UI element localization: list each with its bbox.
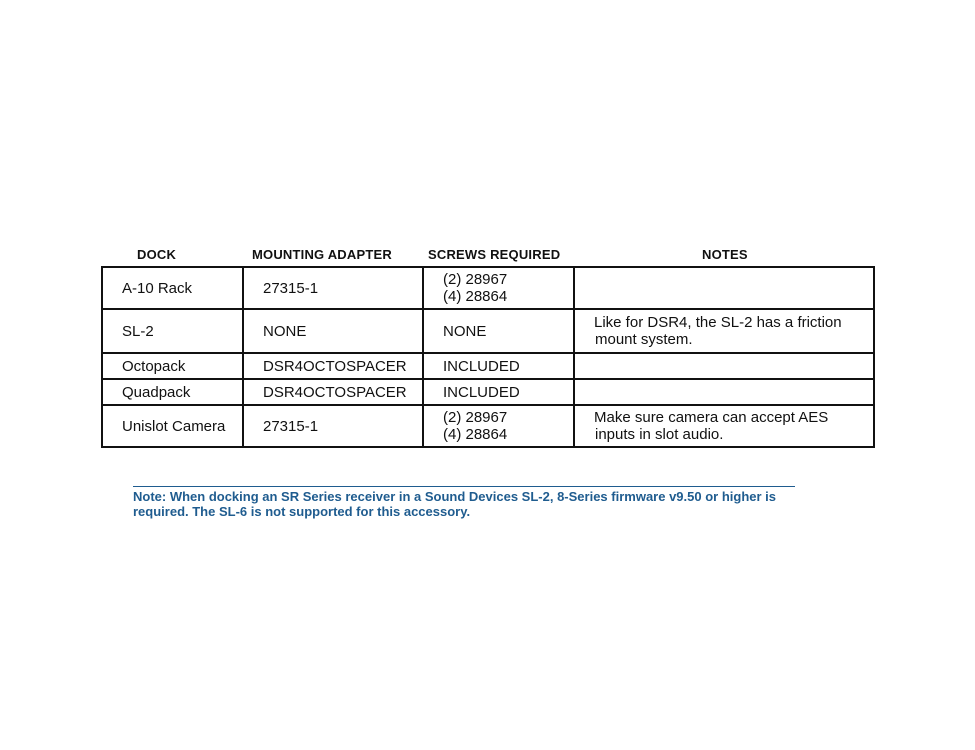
notes-line: Like for DSR4, the SL-2 has a friction xyxy=(594,314,842,331)
dock-cell: Quadpack xyxy=(102,379,243,405)
notes-cell xyxy=(574,267,874,309)
screws-cell xyxy=(423,405,574,447)
table-row xyxy=(102,309,874,353)
firmware-note: Note: When docking an SR Series receiver in a Sound Devices SL-2, 8-Series firmware v9.50 or higher is required. The SL-6 is not supported for this accessory. xyxy=(133,489,777,519)
dock-compatibility-table xyxy=(101,266,875,448)
adapter-cell: 27315-1 xyxy=(243,267,423,309)
screws-line: (2) 28967 xyxy=(443,271,508,288)
header-mounting-adapter: MOUNTING ADAPTER xyxy=(252,247,392,262)
header-notes: NOTES xyxy=(702,247,748,262)
adapter-cell: NONE xyxy=(243,309,423,353)
screws-cell xyxy=(423,379,574,405)
screws-cell xyxy=(423,309,574,353)
screws-cell xyxy=(423,267,574,309)
table-row xyxy=(102,267,874,309)
screws-line: (4) 28864 xyxy=(443,288,508,305)
screws-line: INCLUDED xyxy=(443,383,520,401)
header-dock: DOCK xyxy=(137,247,177,262)
header-screws-required: SCREWS REQUIRED xyxy=(428,247,561,262)
screws-line: INCLUDED xyxy=(443,357,520,375)
screws-cell xyxy=(423,353,574,379)
adapter-cell: DSR4OCTOSPACER xyxy=(243,379,423,405)
notes-line: Make sure camera can accept AES xyxy=(594,409,829,426)
notes-cell xyxy=(574,379,874,405)
screws-line: NONE xyxy=(443,322,487,340)
adapter-cell: DSR4OCTOSPACER xyxy=(243,353,423,379)
screws-line: (4) 28864 xyxy=(443,426,508,443)
notes-cell xyxy=(574,353,874,379)
dock-cell: SL-2 xyxy=(102,309,243,353)
notes-cell xyxy=(574,405,874,447)
table-headers xyxy=(101,247,873,265)
notes-line: inputs in slot audio. xyxy=(595,426,724,443)
dock-cell: Octopack xyxy=(102,353,243,379)
table-row xyxy=(102,405,874,447)
notes-line: mount system. xyxy=(595,331,693,348)
table-row xyxy=(102,379,874,405)
dock-cell: Unislot Camera xyxy=(102,405,243,447)
screws-line: (2) 28967 xyxy=(443,409,508,426)
table-row xyxy=(102,353,874,379)
dock-cell: A-10 Rack xyxy=(102,267,243,309)
adapter-cell: 27315-1 xyxy=(243,405,423,447)
note-divider xyxy=(133,486,795,487)
notes-cell xyxy=(574,309,874,353)
